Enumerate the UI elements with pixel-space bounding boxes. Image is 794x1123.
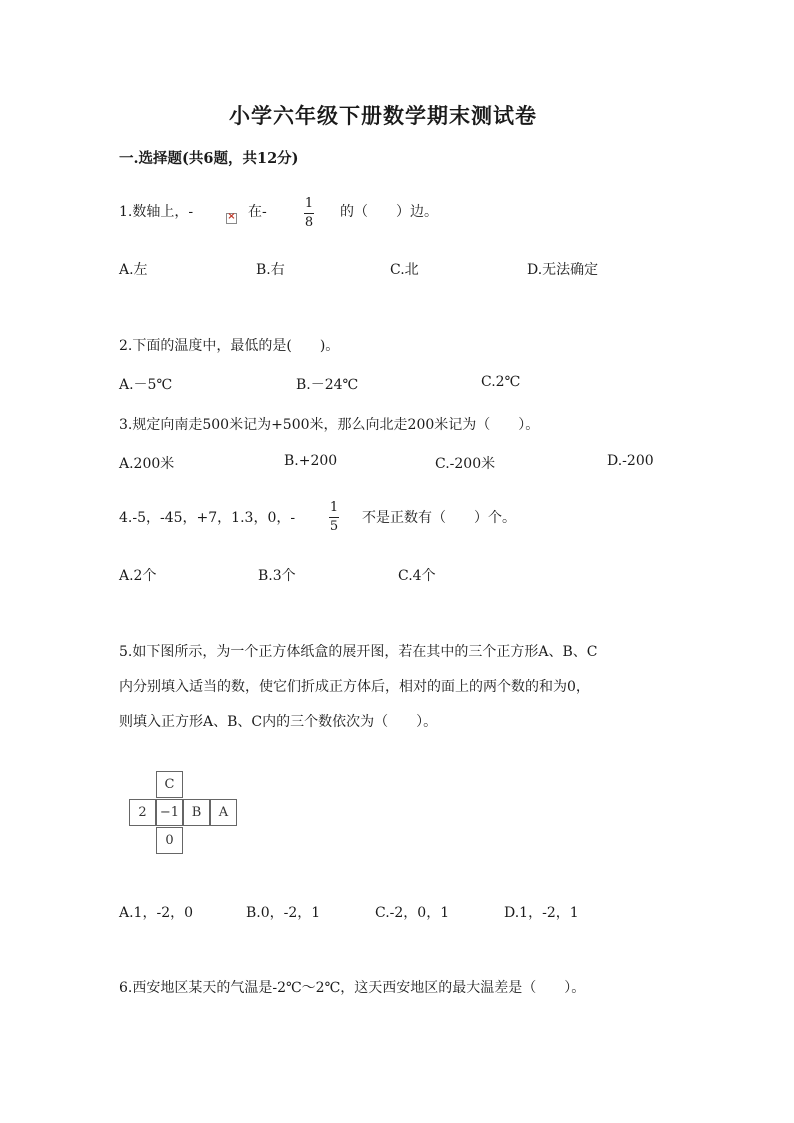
net-cell-b: B [183,799,210,826]
q5-option-b: B.0，-2，1 [246,905,321,921]
q1-text-mid: 在- [248,204,267,220]
net-cell-neg1: −1 [156,799,183,826]
net-cell-c: C [156,771,183,798]
q5-text-line3: 则填入正方形A、B、C内的三个数依次为（ ）。 [119,714,438,730]
broken-image-icon: × [227,211,236,222]
q1-option-d: D.无法确定 [527,262,599,278]
q5-text-line2: 内分别填入适当的数，使它们折成正方体后，相对的面上的两个数的和为0， [119,679,590,695]
q1-option-a: A.左 [119,262,148,278]
q4-option-a: A.2个 [119,568,157,584]
q3-option-b: B.+200 [284,453,338,469]
q4-fraction [329,501,339,533]
q1-option-c: C.北 [390,262,419,278]
page-title: 小学六年级下册数学期末测试卷 [229,103,537,128]
q3-option-c: C.-200米 [435,456,496,472]
fraction-denominator: 5 [329,519,339,534]
q4-option-c: C.4个 [398,568,436,584]
q2-text: 2.下面的温度中，最低的是( )。 [119,338,340,354]
q2-option-c: C.2℃ [481,374,521,390]
q4-option-b: B.3个 [258,568,296,584]
q4-text-start: 4.-5，-45，+7，1.3，0，- [119,510,296,526]
q1-text-start: 1.数轴上，- [119,204,194,220]
q1-fraction [304,197,314,229]
q6-text: 6.西安地区某天的气温是-2℃～2℃，这天西安地区的最大温差是（ ）。 [119,980,586,996]
q5-option-d: D.1，-2，1 [504,905,579,921]
q1-text-end: 的（ ）边。 [340,204,438,220]
fraction-numerator: 1 [329,500,339,515]
q3-option-a: A.200米 [119,456,175,472]
net-cell-2: 2 [129,799,156,826]
q5-option-c: C.-2，0，1 [375,905,450,921]
section-heading: 一.选择题(共6题，共12分) [119,150,299,167]
fraction-bar [304,213,314,214]
fraction-bar [329,517,339,518]
net-cell-a: A [210,799,237,826]
q2-option-b: B.－24℃ [296,377,359,393]
q2-option-a: A.－5℃ [119,377,173,393]
q4-text-end: 不是正数有（ ）个。 [362,510,516,526]
q1-option-b: B.右 [256,262,285,278]
cube-net-figure [128,770,240,856]
fraction-numerator: 1 [304,196,314,211]
q5-option-a: A.1，-2，0 [119,905,194,921]
fraction-denominator: 8 [304,215,314,230]
net-cell-0: 0 [156,827,183,854]
q3-text: 3.规定向南走500米记为+500米，那么向北走200米记为（ ）。 [119,417,540,433]
q5-text-line1: 5.如下图所示，为一个正方体纸盒的展开图，若在其中的三个正方形A、B、C [119,644,598,660]
q3-option-d: D.-200 [607,453,654,469]
